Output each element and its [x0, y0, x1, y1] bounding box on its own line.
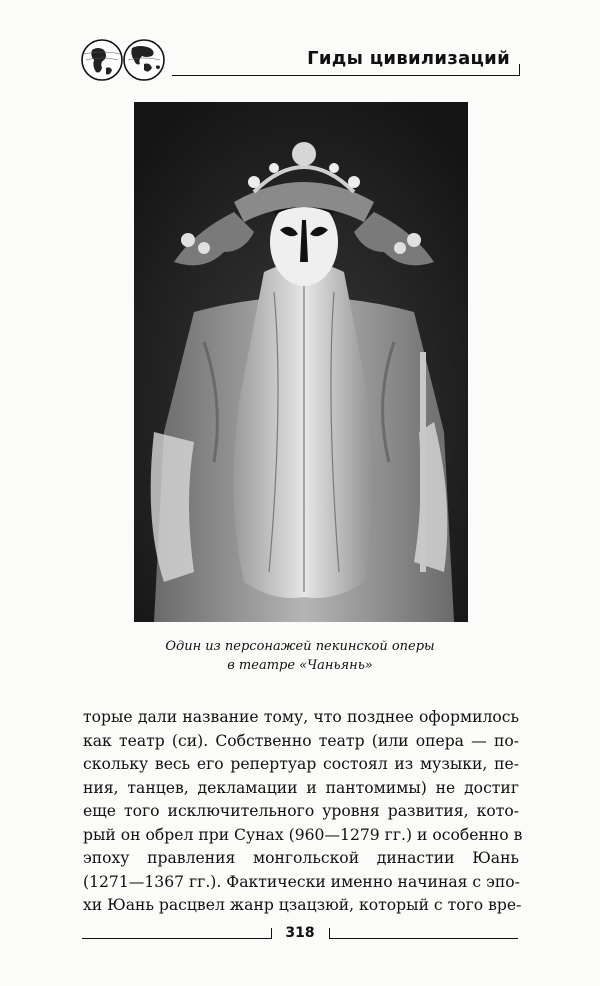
globe-hemispheres-icon	[80, 38, 168, 82]
text-line: эпоху правления монгольской династии Юань	[83, 849, 519, 867]
text-line: рый он обрел при Сунах (960—1279 гг.) и особенно в	[83, 825, 523, 844]
footer-rule-left	[82, 938, 271, 939]
series-title: Гиды цивилизаций	[307, 48, 510, 69]
figure-caption	[140, 637, 460, 675]
text-line: как театр (си). Собственно театр (или опера — по-	[83, 731, 519, 750]
text-line: еще того исключительного уровня развития, кото-	[83, 802, 519, 820]
text-line: торые дали название тому, что позднее оформилось	[83, 708, 519, 726]
text-line: скольку весь его репертуар состоял из музыки, пе-	[83, 755, 519, 773]
page-number-bracket-left	[271, 928, 272, 939]
text-line: ния, танцев, декламации и пантомимы) не достиг	[83, 778, 519, 797]
opera-character-photo	[134, 102, 468, 622]
text-line: хи Юань расцвел жанр цзацзюй, который с того вре-	[83, 896, 522, 914]
running-header	[80, 38, 520, 88]
page-number: 318	[285, 925, 315, 941]
caption-line: в театре «Чаньянь»	[227, 658, 373, 673]
footer-rule-right	[330, 938, 518, 939]
text-line: (1271—1367 гг.). Фактически именно начиная с эпо-	[83, 872, 520, 891]
header-rule	[172, 75, 520, 76]
header-rule-tick	[519, 64, 520, 76]
body-paragraph	[83, 706, 523, 918]
caption-line: Один из персонажей пекинской оперы	[165, 639, 435, 654]
